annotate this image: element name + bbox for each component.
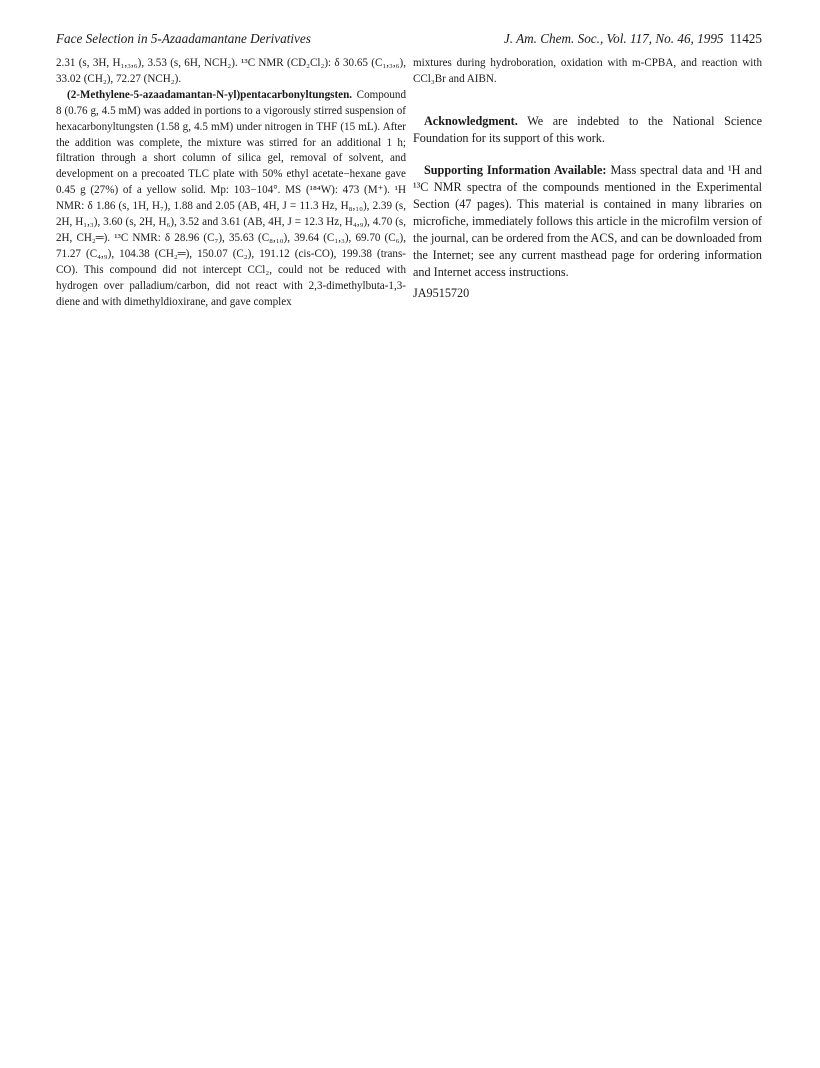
supporting-info-paragraph: [413, 162, 762, 281]
supporting-info-heading: Supporting Information Available:: [424, 162, 607, 177]
nmr-data-paragraph: 2.31 (s, 3H, H₁,₃,₆), 3.53 (s, 6H, NCH₂). ¹³C NMR (CD₂Cl₂): δ 30.65 (C₁,₃,₆), 33.02 (CH₂), 72.27 (NCH₂).: [56, 57, 406, 85]
supporting-info-text: Mass spectral data and ¹H and ¹³C NMR spectra of the compounds mentioned in the Experimental Section (47 pages). This material is contained in many libraries on microfiche, immediately follows this article in the microfilm version of the journal, can be ordered from the ACS, and can be downloaded from the Internet; see any current masthead page for ordering information and Internet access instructions.: [413, 162, 762, 279]
compound-procedure-text: Compound 8 (0.76 g, 4.5 mM) was added in portions to a vigorously stirred suspension of hexacarbonyltungsten (1.58 g, 4.5 mM) under nitrogen in THF (15 mL). After the addition was complete, the mixture was stirred for an additional 1 h; filtration through a short column of silica gel, removal of solvent, and development on a precoated TLC plate with 50% ethyl acetate−hexane gave 0.45 g (27%) of a yellow solid. Mp: 103−104°. MS (¹⁸⁴W): 473 (M⁺). ¹H NMR: δ 1.86 (s, 1H, H₇), 1.88 and 2.05 (AB, 4H, J = 11.3 Hz, H₈,₁₀), 2.39 (s, 2H, H₁,₃), 3.60 (s, 2H, H₆), 3.52 and 3.61 (AB, 4H, J = 12.3 Hz, H₄,₉), 4.70 (s, 2H, CH₂═). ¹³C NMR: δ 28.96 (C₇), 35.63 (C₈,₁₀), 39.64 (C₁,₃), 69.70 (C₆), 71.27 (C₄,₉), 104.38 (CH₂═), 150.07 (C₂), 191.12 (cis-CO), 199.38 (trans-CO). This compound did not intercept CCl₂, could not be reduced with hydrogen over palladium/carbon, did not react with 2,3-dimethylbuta-1,3-diene and with dimethyldioxirane, and gave complex: [56, 88, 406, 308]
continued-text: mixtures during hydroboration, oxidation with m-CPBA, and reaction with CCl₃Br and AIBN.: [413, 57, 762, 85]
manuscript-code: JA9515720: [413, 285, 470, 300]
journal-citation: [504, 30, 762, 48]
compound-heading: (2-Methylene-5-azaadamantan-N-yl)pentacarbonyltungsten.: [67, 88, 353, 101]
journal-reference: J. Am. Chem. Soc., Vol. 117, No. 46, 1995: [503, 31, 724, 46]
tungsten-complex-paragraph: [56, 88, 406, 311]
running-head: [56, 30, 762, 48]
running-title: Face Selection in 5-Azaadamantane Derivatives: [56, 31, 311, 46]
right-column: [413, 56, 762, 302]
acknowledgment-text: We are indebted to the National Science Foundation for its support of this work.: [413, 113, 762, 145]
page-number: 11425: [729, 31, 762, 46]
acknowledgment-heading: Acknowledgment.: [424, 113, 518, 128]
left-column: [56, 56, 406, 311]
acknowledgment-paragraph: [413, 113, 762, 147]
